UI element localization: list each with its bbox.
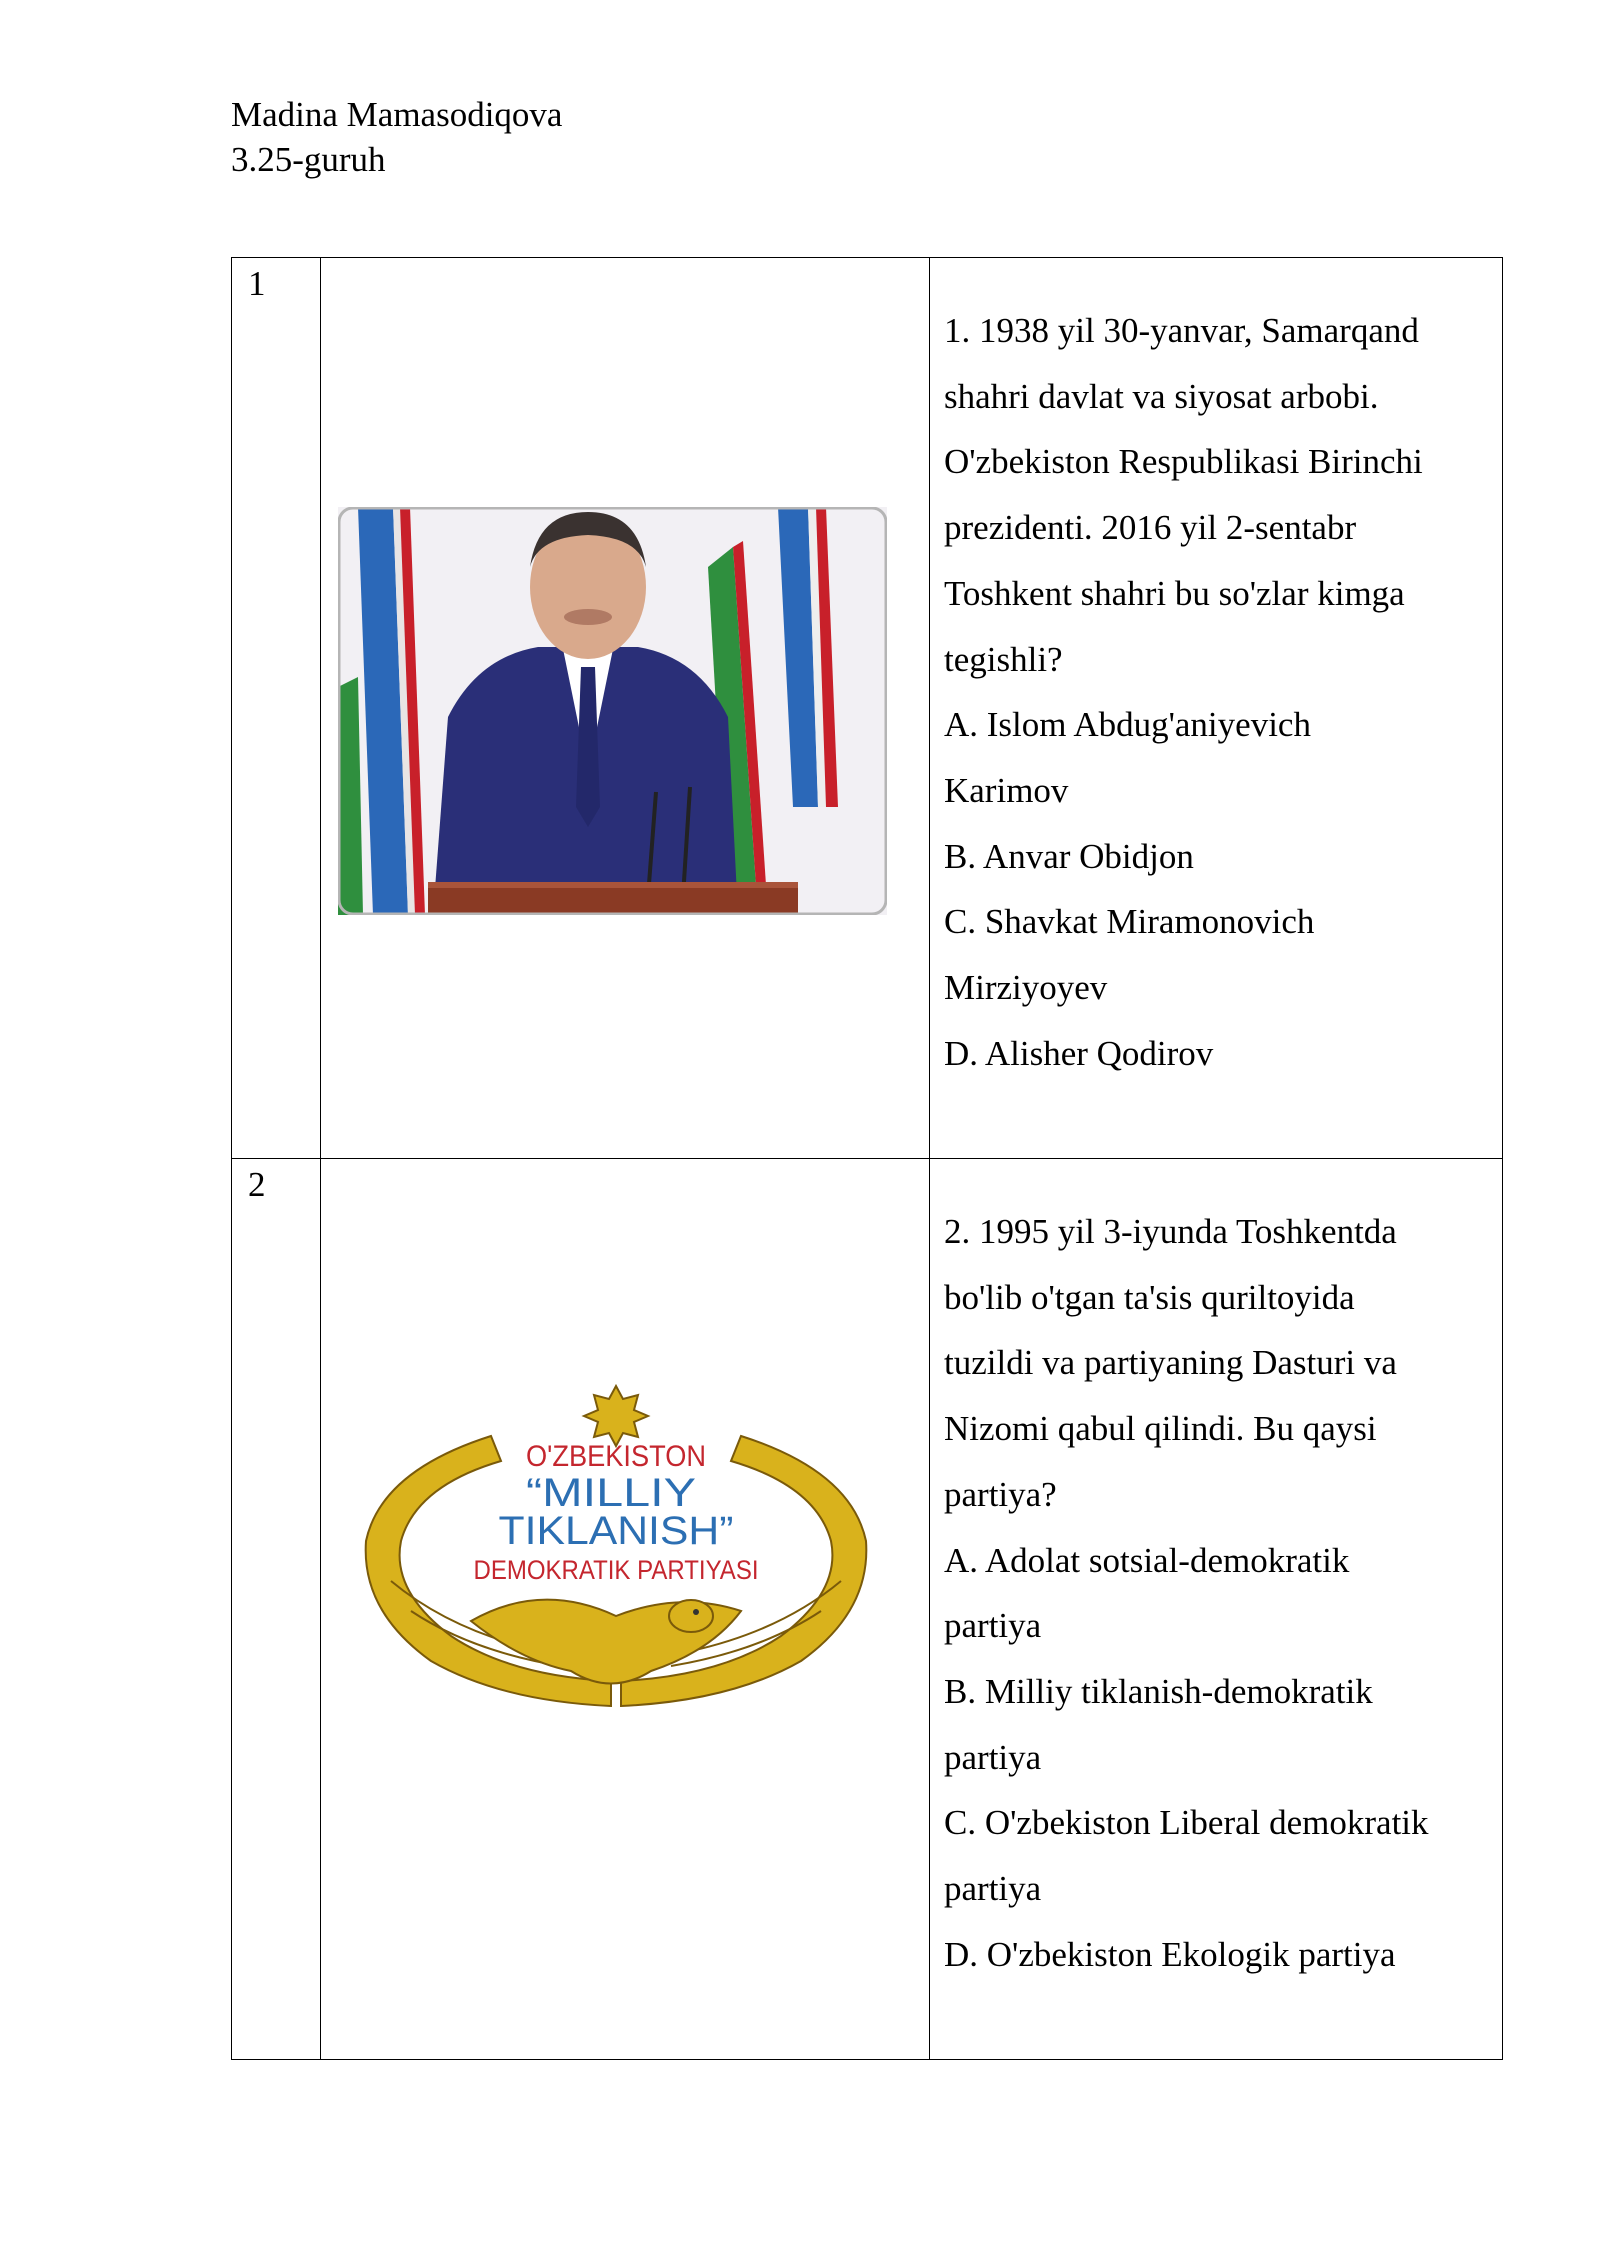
option-line: B. Milliy tiklanish-demokratik — [944, 1671, 1373, 1711]
question-line: partiya? — [944, 1474, 1057, 1514]
logo-line: DEMOKRATIK PARTIYASI — [473, 1555, 759, 1585]
table-row — [232, 1159, 1503, 2060]
row-number: 2 — [232, 1159, 321, 2060]
question-line: bo'lib o'tgan ta'sis quriltoyida — [944, 1277, 1355, 1317]
image-cell — [321, 258, 930, 1159]
image-cell — [321, 1159, 930, 2060]
question-line: tegishli? — [944, 639, 1063, 679]
question-cell — [930, 1159, 1503, 2060]
option-line: D. O'zbekiston Ekologik partiya — [944, 1934, 1396, 1974]
quiz-table — [231, 257, 1503, 2060]
group-name: 3.25-guruh — [231, 140, 386, 179]
option-line: partiya — [944, 1869, 1042, 1909]
option-line: C. Shavkat Miramonovich — [944, 902, 1315, 942]
question-line: 2. 1995 yil 3-iyunda Toshkentda — [944, 1212, 1397, 1251]
option-line: C. O'zbekiston Liberal demokratik — [944, 1803, 1429, 1843]
question-line: tuzildi va partiyaning Dasturi va — [944, 1343, 1397, 1383]
question-line: O'zbekiston Respublikasi Birinchi — [944, 442, 1423, 482]
table-row — [232, 258, 1503, 1159]
option-line: A. Islom Abdug'aniyevich — [944, 705, 1311, 745]
president-speaking-photo-icon — [338, 507, 887, 915]
party-logo-icon — [361, 1381, 871, 1711]
option-line: partiya — [944, 1606, 1042, 1646]
question-cell — [930, 258, 1503, 1159]
question-line: shahri davlat va siyosat arbobi. — [944, 376, 1379, 416]
author-name: Madina Mamasodiqova — [231, 95, 563, 134]
question-line: Toshkent shahri bu so'zlar kimga — [944, 573, 1405, 613]
document-header — [231, 92, 562, 182]
question-line: Nizomi qabul qilindi. Bu qaysi — [944, 1409, 1377, 1449]
option-line: partiya — [944, 1737, 1042, 1777]
question-line: prezidenti. 2016 yil 2-sentabr — [944, 508, 1357, 548]
row-number: 1 — [232, 258, 321, 1159]
option-line: Mirziyoyev — [944, 968, 1108, 1008]
option-line: B. Anvar Obidjon — [944, 836, 1194, 876]
option-line: Karimov — [944, 770, 1069, 810]
question-line: 1. 1938 yil 30-yanvar, Samarqand — [944, 311, 1419, 350]
logo-line: O'ZBEKISTON — [526, 1440, 706, 1473]
logo-line: “MILLIY — [526, 1471, 696, 1515]
option-line: A. Adolat sotsial-demokratik — [944, 1540, 1350, 1580]
logo-line: TIKLANISH” — [498, 1509, 734, 1553]
option-line: D. Alisher Qodirov — [944, 1033, 1214, 1073]
